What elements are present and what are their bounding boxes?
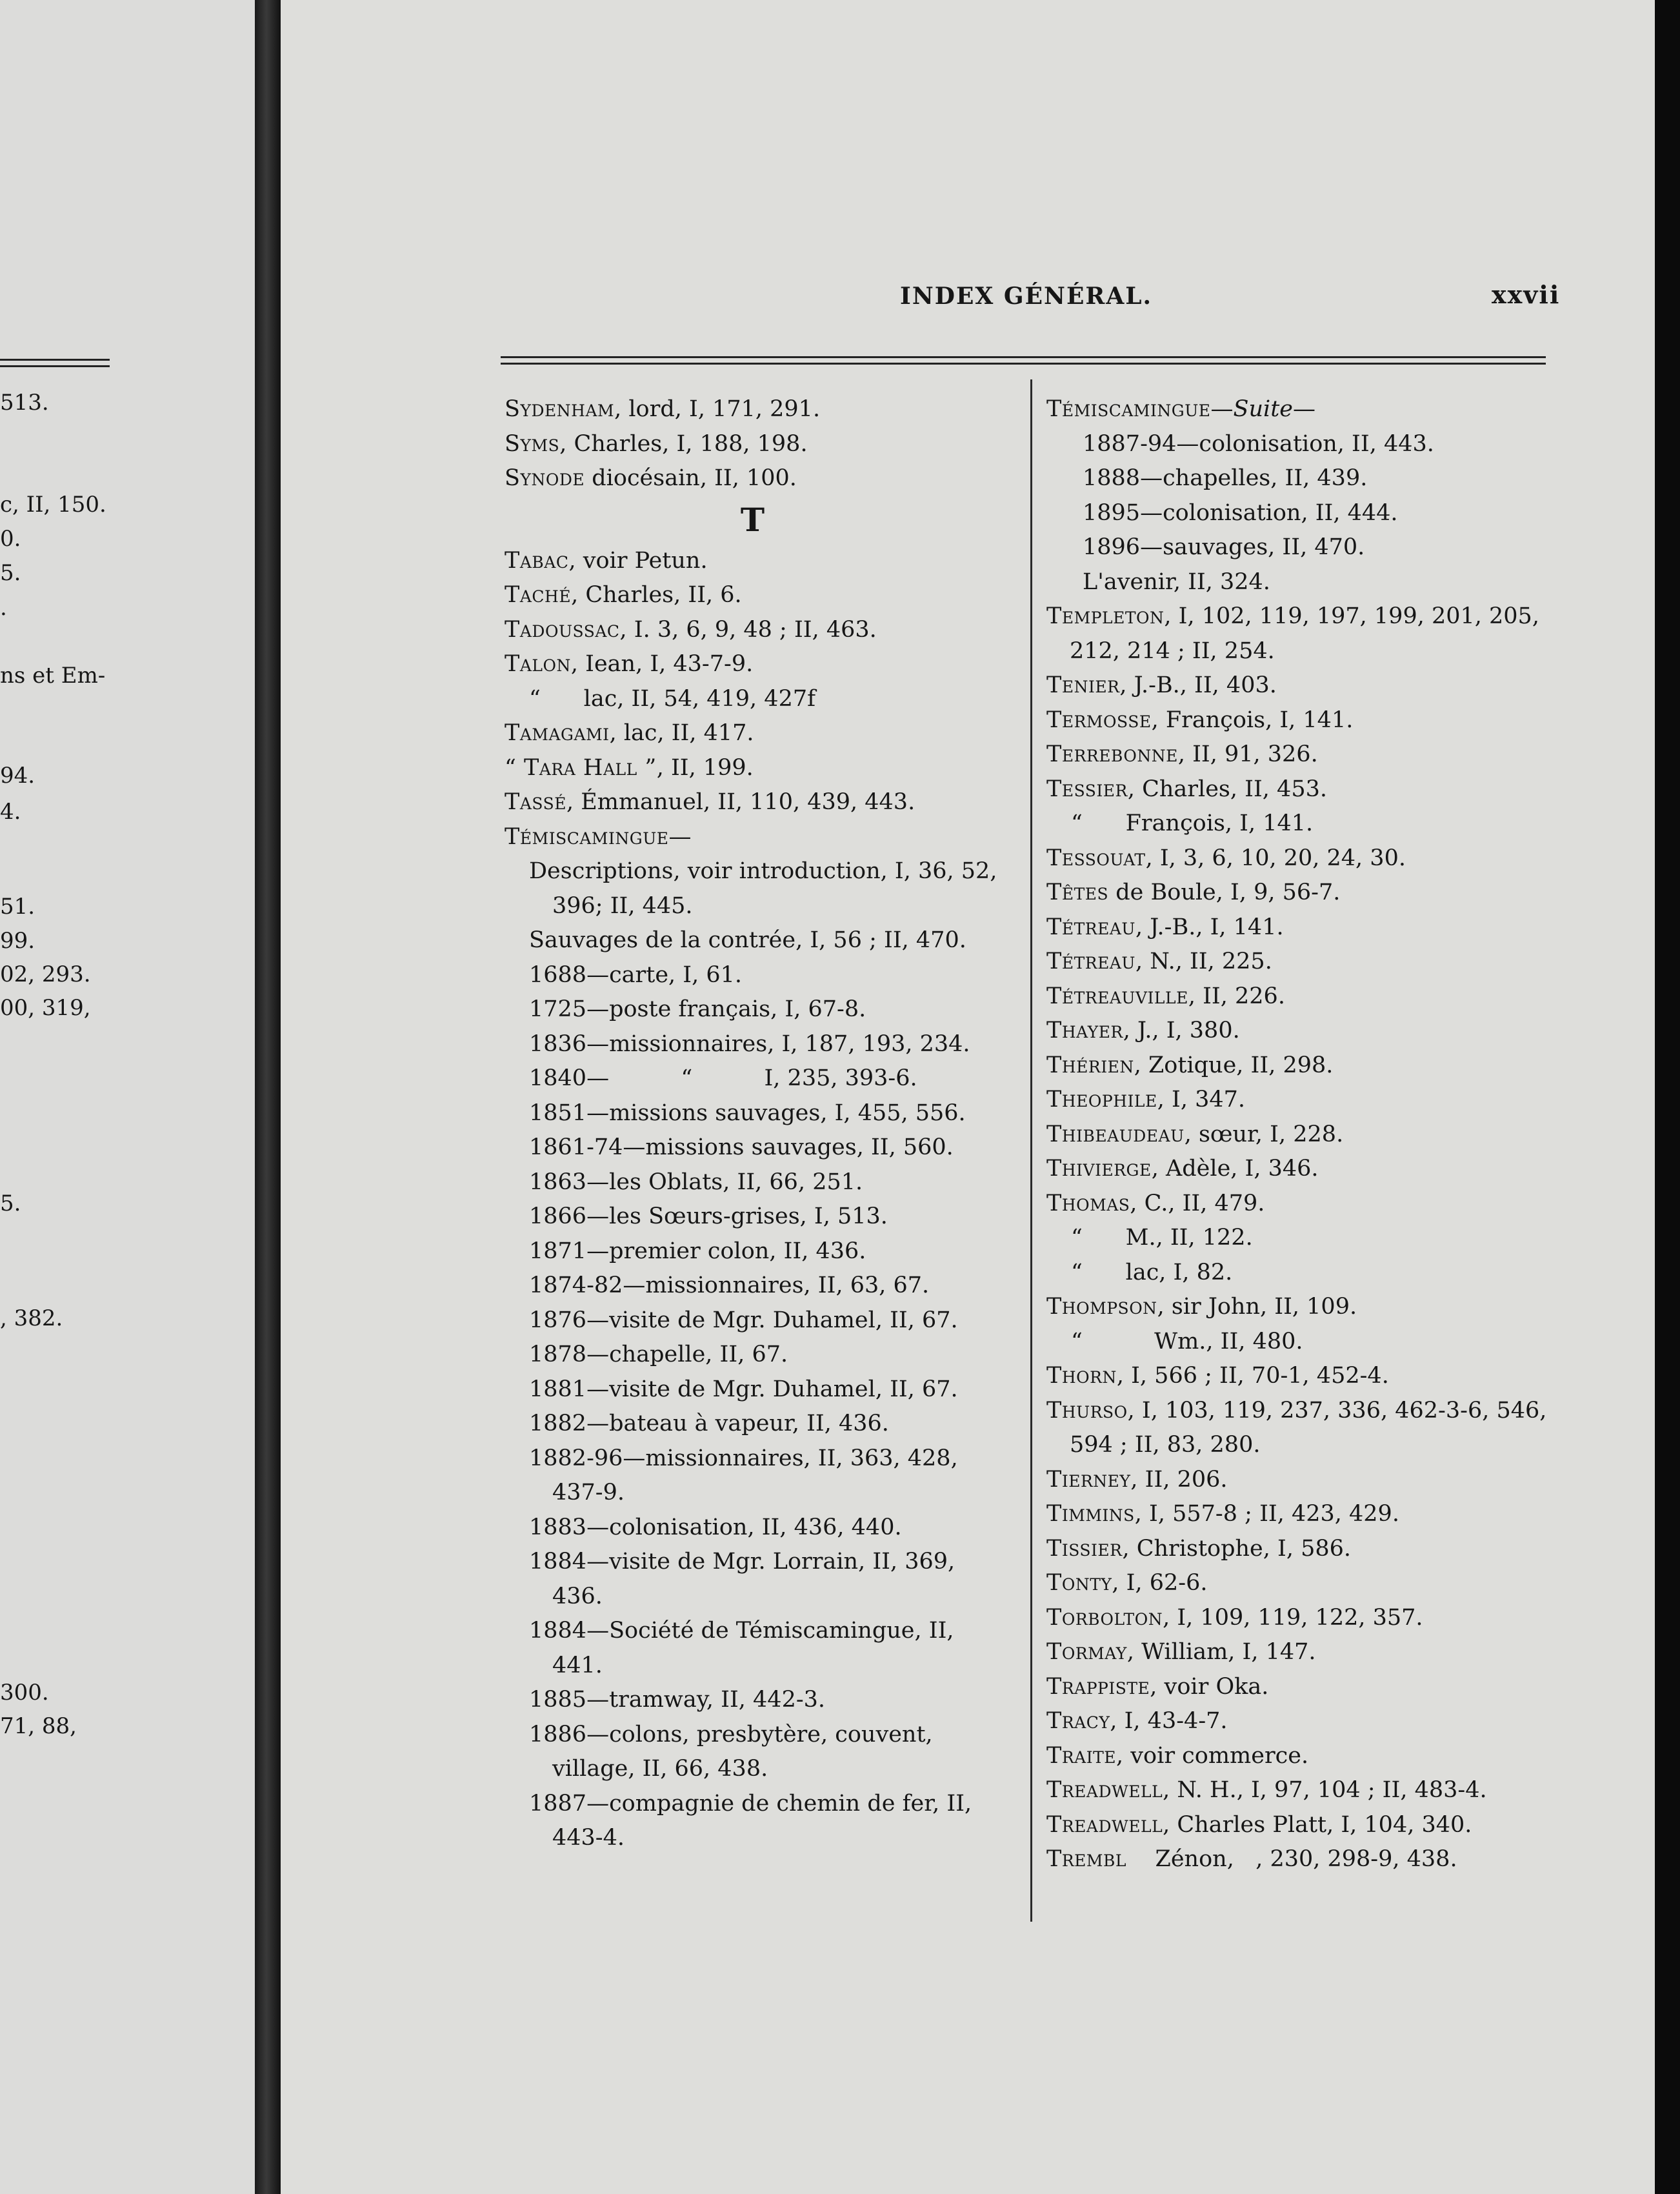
index-subentry	[505, 1269, 1001, 1303]
index-subentry	[505, 992, 1001, 1027]
index-entry	[1046, 1670, 1563, 1705]
entry-italic: Suite	[1233, 396, 1294, 422]
entry-text: , C., II, 479.	[1130, 1190, 1265, 1216]
entry-keyword: Tadoussac	[505, 616, 620, 643]
left-fragment: 51.	[0, 894, 35, 920]
entry-text: , II, 199.	[656, 754, 754, 781]
left-fragment: ns et Em-	[0, 663, 106, 689]
entry-text: 1866—les Sœurs-grises, I, 513.	[529, 1203, 888, 1229]
index-subentry	[505, 854, 1001, 923]
index-entry	[1046, 772, 1563, 807]
entry-text: , lord, I, 171, 291.	[614, 396, 821, 422]
entry-text: , I, 109, 119, 122, 357.	[1163, 1604, 1423, 1631]
index-subentry	[505, 1200, 1001, 1234]
entry-text: , J.-B., II, 403.	[1119, 672, 1277, 698]
index-entry	[1046, 1187, 1563, 1222]
left-fragment: 02, 293.	[0, 961, 91, 987]
entry-keyword: Tabac	[505, 547, 569, 574]
index-subentry	[505, 1614, 1001, 1683]
entry-keyword: Thibeaudeau	[1046, 1121, 1185, 1147]
left-fragment: 00, 319,	[0, 995, 91, 1021]
index-entry	[505, 785, 1001, 820]
entry-text: L'avenir, II, 324.	[1083, 569, 1270, 595]
entry-keyword: Trembl	[1046, 1846, 1126, 1872]
entry-text: “ lac, I, 82.	[1071, 1259, 1233, 1285]
entry-text: “ M., II, 122.	[1071, 1225, 1253, 1251]
entry-text: “ Wm., II, 480.	[1071, 1328, 1303, 1354]
entry-text: , lac, II, 417.	[609, 720, 754, 746]
entry-text: , Christophe, I, 586.	[1122, 1535, 1351, 1562]
index-entry	[1046, 1049, 1563, 1083]
entry-text: , I, 347.	[1157, 1087, 1246, 1112]
index-entry	[1046, 669, 1563, 703]
entry-text: 1882-96—missionnaires, II, 363, 428, 437-9.	[529, 1445, 958, 1505]
index-subentry	[1046, 1256, 1563, 1291]
left-fragment: 0.	[0, 526, 21, 552]
entry-text: Descriptions, voir introduction, I, 36, 52, 396; II, 445.	[529, 858, 997, 919]
header-rule	[501, 356, 1546, 369]
entry-text: 1884—Société de Témiscamingue, II, 441.	[529, 1618, 954, 1678]
index-entry	[1046, 1497, 1563, 1532]
entry-text: 1861-74—missions sauvages, II, 560.	[529, 1134, 954, 1160]
index-subentry	[1046, 1325, 1563, 1360]
entry-text: 1884—visite de Mgr. Lorrain, II, 369, 436.	[529, 1549, 955, 1609]
entry-keyword: Témiscamingue	[1046, 396, 1211, 422]
entry-text: 1874-82—missionnaires, II, 63, 67.	[529, 1273, 930, 1298]
index-subentry	[505, 1683, 1001, 1718]
entry-text: “ lac, II, 54, 419, 427f	[529, 685, 816, 712]
entry-keyword: Tenier	[1046, 672, 1120, 698]
entry-keyword: Talon	[505, 651, 571, 677]
entry-text: , N., II, 225.	[1135, 949, 1272, 974]
left-page-margin	[0, 0, 255, 2194]
entry-keyword: Timmins	[1046, 1501, 1135, 1527]
index-subentry	[1046, 461, 1563, 496]
entry-text: 1881—visite de Mgr. Duhamel, II, 67.	[529, 1376, 958, 1402]
entry-text: , I. 3, 6, 9, 48 ; II, 463.	[619, 616, 877, 643]
entry-text: 1840— “ I, 235, 393-6.	[529, 1065, 917, 1091]
entry-text: , I, 103, 119, 237, 336, 462-3-6, 546, 594 ; II, 83, 280.	[1070, 1397, 1547, 1458]
entry-keyword: Traite	[1046, 1742, 1117, 1769]
index-subentry	[505, 1407, 1001, 1442]
index-entry	[1046, 1808, 1563, 1843]
entry-text: 1887-94—colonisation, II, 443.	[1083, 430, 1434, 457]
index-subentry	[505, 1131, 1001, 1165]
entry-keyword: Tamagami	[505, 720, 610, 746]
entry-text: —	[1210, 396, 1234, 422]
entry-text: , II, 91, 326.	[1177, 741, 1318, 767]
entry-keyword: Tracy	[1046, 1708, 1110, 1734]
left-fragment: 71, 88,	[0, 1713, 77, 1739]
entry-keyword: Tessier	[1046, 776, 1128, 802]
entry-keyword: Tétreau	[1046, 949, 1135, 974]
index-entry	[1046, 945, 1563, 980]
index-entry	[505, 392, 1001, 427]
index-entry	[505, 461, 1001, 496]
entry-keyword: Thurso	[1046, 1397, 1128, 1424]
left-fragment: 5.	[0, 1191, 21, 1216]
index-entry	[505, 751, 1001, 786]
left-fragment: 94.	[0, 763, 35, 789]
entry-text: , Charles, II, 6.	[571, 582, 742, 608]
entry-text: 1896—sauvages, II, 470.	[1083, 534, 1365, 560]
page-number: xxvii	[1492, 280, 1561, 309]
entry-text: 1888—chapelles, II, 439.	[1083, 465, 1368, 491]
index-subentry	[1046, 565, 1563, 600]
entry-text: , voir Oka.	[1150, 1673, 1269, 1700]
index-subentry	[1046, 496, 1563, 531]
entry-text: , Émmanuel, II, 110, 439, 443.	[566, 789, 915, 815]
index-entry	[1046, 1463, 1563, 1498]
index-subentry	[505, 1096, 1001, 1131]
index-entry	[505, 647, 1001, 682]
entry-keyword: Tonty	[1046, 1570, 1112, 1596]
index-column-left	[505, 392, 1001, 1856]
index-entry	[1046, 1394, 1563, 1463]
entry-keyword: Tierney	[1046, 1466, 1131, 1493]
entry-keyword: Torbolton	[1046, 1604, 1163, 1631]
entry-keyword: Thompson	[1046, 1294, 1157, 1320]
index-subentry	[505, 923, 1001, 958]
entry-text: , voir commerce.	[1116, 1742, 1309, 1769]
entry-text: , sir John, II, 109.	[1157, 1294, 1357, 1320]
index-subentry	[505, 1373, 1001, 1407]
entry-text: , Adèle, I, 346.	[1151, 1156, 1319, 1182]
entry-keyword: Synode	[505, 465, 585, 491]
index-subentry	[505, 1718, 1001, 1787]
entry-keyword: Syms	[505, 430, 560, 457]
entry-keyword: Theophile	[1046, 1087, 1157, 1112]
index-entry	[1046, 1290, 1563, 1325]
entry-keyword: Tessouat	[1046, 845, 1146, 871]
column-divider	[1030, 379, 1032, 1922]
entry-text: , Charles, II, 453.	[1127, 776, 1327, 802]
entry-keyword: Treadwell	[1046, 1811, 1163, 1838]
index-entry	[1046, 1601, 1563, 1636]
index-subentry	[505, 1442, 1001, 1511]
left-fragment: , 382.	[0, 1305, 63, 1331]
entry-keyword: Thérien	[1046, 1052, 1134, 1078]
entry-text: , Zotique, II, 298.	[1134, 1052, 1334, 1078]
left-fragment: .	[0, 595, 7, 621]
index-entry	[1046, 392, 1563, 427]
index-entry	[1046, 1842, 1563, 1877]
entry-text: , I, 566 ; II, 70-1, 452-4.	[1116, 1363, 1389, 1389]
index-subentry	[1046, 807, 1563, 841]
entry-text: , Iean, I, 43-7-9.	[570, 651, 754, 677]
left-fragment: 5.	[0, 560, 21, 586]
index-subentry	[1046, 427, 1563, 462]
entry-text: 1883—colonisation, II, 436, 440.	[529, 1514, 902, 1540]
index-entry	[1046, 1635, 1563, 1670]
entry-text: Zénon, , 230, 298-9, 438.	[1126, 1846, 1457, 1872]
entry-text: , I, 557-8 ; II, 423, 429.	[1134, 1501, 1399, 1527]
entry-text: 1871—premier colon, II, 436.	[529, 1238, 866, 1264]
entry-text: , II, 226.	[1188, 983, 1285, 1009]
index-entry	[1046, 1532, 1563, 1567]
index-entry	[1046, 1152, 1563, 1187]
entry-text: , François, I, 141.	[1151, 707, 1354, 733]
entry-text: 1851—missions sauvages, I, 455, 556.	[529, 1100, 966, 1126]
index-entry	[1046, 1014, 1563, 1049]
entry-text: , N. H., I, 97, 104 ; II, 483-4.	[1163, 1777, 1487, 1803]
entry-text: 1895—colonisation, II, 444.	[1083, 499, 1398, 526]
index-subentry	[1046, 1221, 1563, 1256]
index-entry	[1046, 1083, 1563, 1118]
entry-keyword: Tormay	[1046, 1639, 1127, 1665]
entry-text: , Charles, I, 188, 198.	[559, 430, 808, 457]
entry-text: 1886—colons, presbytère, couvent, village, II, 66, 438.	[529, 1721, 933, 1782]
index-subentry	[505, 1027, 1001, 1062]
index-entry	[1046, 1739, 1563, 1774]
entry-text: , William, I, 147.	[1126, 1639, 1316, 1665]
index-entry	[1046, 703, 1563, 738]
entry-text: “ François, I, 141.	[1071, 810, 1314, 836]
entry-text: —	[1293, 396, 1316, 422]
entry-keyword: Terrebonne	[1046, 741, 1178, 767]
entry-text: Sauvages de la contrée, I, 56 ; II, 470.	[529, 927, 966, 953]
left-page-header-rule	[0, 359, 110, 372]
entry-text: , sœur, I, 228.	[1184, 1121, 1344, 1147]
index-column-right	[1046, 392, 1563, 1877]
index-subentry	[505, 1545, 1001, 1614]
entry-text: , I, 3, 6, 10, 20, 24, 30.	[1145, 845, 1406, 871]
entry-text: , Charles Platt, I, 104, 340.	[1163, 1811, 1472, 1838]
entry-text: 1836—missionnaires, I, 187, 193, 234.	[529, 1031, 970, 1057]
entry-keyword: Thorn	[1046, 1363, 1117, 1389]
entry-text: , J., I, 380.	[1123, 1018, 1240, 1043]
left-fragment: 4.	[0, 799, 21, 825]
index-subentry	[505, 1511, 1001, 1545]
index-entry	[1046, 1704, 1563, 1739]
index-entry	[1046, 911, 1563, 945]
entry-text: de Boule, I, 9, 56-7.	[1108, 880, 1341, 905]
index-subentry	[505, 682, 1001, 717]
index-entry	[505, 716, 1001, 751]
index-entry	[1046, 1118, 1563, 1152]
entry-keyword: Tissier	[1046, 1535, 1123, 1562]
entry-keyword: Taché	[505, 582, 572, 608]
index-entry	[505, 544, 1001, 579]
entry-keyword: Templeton	[1046, 603, 1165, 629]
entry-keyword: Têtes	[1046, 880, 1109, 905]
index-entry	[505, 427, 1001, 462]
index-entry	[505, 613, 1001, 648]
index-entry	[1046, 1773, 1563, 1808]
index-subentry	[505, 1338, 1001, 1373]
book-gutter	[255, 0, 281, 2194]
index-entry	[1046, 599, 1563, 669]
index-subentry	[505, 1165, 1001, 1200]
entry-keyword: Tétreauville	[1046, 983, 1188, 1009]
entry-keyword: Thayer	[1046, 1018, 1123, 1043]
entry-keyword: Tétreau	[1046, 914, 1135, 940]
index-subentry	[1046, 530, 1563, 565]
running-title: INDEX GÉNÉRAL.	[900, 283, 1153, 310]
entry-keyword: Tassé	[505, 789, 566, 815]
entry-text: 1878—chapelle, II, 67.	[529, 1342, 788, 1367]
entry-text: 1882—bateau à vapeur, II, 436.	[529, 1411, 889, 1436]
index-entry	[1046, 980, 1563, 1014]
entry-text: , I, 102, 119, 197, 199, 201, 205, 212, 214 ; II, 254.	[1070, 603, 1539, 664]
index-entry	[505, 820, 1001, 855]
index-entry	[505, 578, 1001, 613]
index-subentry	[505, 1303, 1001, 1338]
scan-background-edge	[1655, 0, 1680, 2194]
entry-text: 1688—carte, I, 61.	[529, 961, 743, 988]
index-entry	[1046, 1359, 1563, 1394]
entry-text: , I, 43-4-7.	[1110, 1708, 1228, 1734]
entry-keyword: Treadwell	[1046, 1777, 1163, 1803]
left-fragment: 513.	[0, 390, 49, 416]
left-fragment: 300.	[0, 1680, 49, 1706]
entry-text: 1863—les Oblats, II, 66, 251.	[529, 1169, 863, 1195]
entry-keyword: Thivierge	[1046, 1156, 1152, 1182]
entry-text: diocésain, II, 100.	[585, 465, 797, 491]
entry-text: 1885—tramway, II, 442-3.	[529, 1687, 826, 1713]
index-subentry	[505, 1062, 1001, 1096]
entry-text: 1876—visite de Mgr. Duhamel, II, 67.	[529, 1307, 958, 1333]
entry-text: , I, 62-6.	[1112, 1570, 1208, 1596]
index-entry	[1046, 738, 1563, 772]
entry-keyword: “ Tara Hall ”	[505, 754, 657, 781]
index-entry	[1046, 1566, 1563, 1601]
entry-text: , II, 206.	[1130, 1466, 1228, 1493]
entry-keyword: Termosse	[1046, 707, 1152, 733]
entry-keyword: Témiscamingue	[505, 823, 669, 850]
section-letter: T	[740, 500, 766, 539]
index-subentry	[505, 958, 1001, 993]
entry-text: , voir Petun.	[568, 547, 708, 574]
entry-keyword: Sydenham	[505, 396, 615, 422]
entry-text: —	[668, 823, 692, 850]
entry-text: 1887—compagnie de chemin de fer, II, 443-4.	[529, 1790, 972, 1851]
index-subentry	[505, 1234, 1001, 1269]
entry-text: 1725—poste français, I, 67-8.	[529, 996, 866, 1022]
entry-keyword: Trappiste	[1046, 1673, 1150, 1700]
index-subentry	[505, 1787, 1001, 1856]
left-fragment: 99.	[0, 928, 35, 954]
entry-text: , J.-B., I, 141.	[1135, 914, 1284, 940]
index-entry	[1046, 841, 1563, 876]
entry-keyword: Thomas	[1046, 1190, 1130, 1216]
left-fragment: c, II, 150.	[0, 492, 106, 518]
index-entry	[1046, 876, 1563, 911]
